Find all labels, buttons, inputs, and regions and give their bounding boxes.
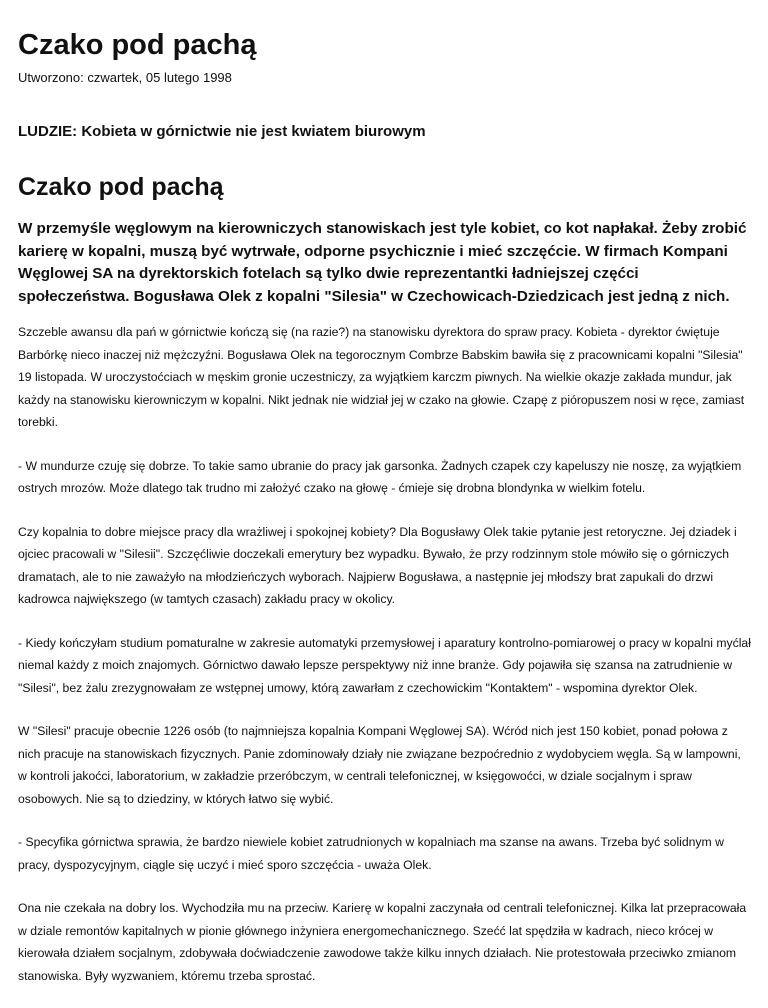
article-body <box>18 321 752 1008</box>
article-paragraph: - Kiedy kończyłam studium pomaturalne w zakresie automatyki przemysłowej i aparatury kontrolno-pomiarowej o pracy w kopalni myćlał niemal każdy z moich znajomych. Górnictwo dawało lepsze perspektywy niż inne branże. Gdy pojawiła się szansa na zatrudnienie w "Silesi", bez żalu zrezygnowałam ze wstępnej umowy, którą zawarłam z czechowickim "Kontaktem" - wspomina dyrektor Olek. <box>18 635 751 695</box>
article-paragraph: - W mundurze czuję się dobrze. To takie samo ubranie do pracy jak garsonka. Żadnych czapek czy kapeluszy nie noszę, za wyjątkiem ostrych mrozów. Może dlatego tak trudno mi założyć czako na głowę - ćmieje się drobna blondynka w wielkim fotelu. <box>18 458 742 495</box>
created-date: Utworzono: czwartek, 05 lutego 1998 <box>18 70 232 85</box>
article-lead: W przemyśle węglowym na kierowniczych stanowiskach jest tyle kobiet, co kot napłakał. Żeby zrobić karierę w kopalni, muszą być wytrwałe, odporne psychicznie i mieć szczęćcie. W firmach Kompani Węglowej SA na dyrektorskich fotelach są tylko dwie reprezentantki ładniejszej częćci społeczeństwa. Bogusława Olek z kopalni "Silesia" w Czechowicach-Dziedzicach jest jedną z nich. <box>18 220 747 305</box>
article-title: Czako pod pachą <box>18 173 224 201</box>
article-kicker: LUDZIE: Kobieta w górnictwie nie jest kwiatem biurowym <box>18 123 426 140</box>
article-paragraph: W "Silesi" pracuje obecnie 1226 osób (to najmniejsza kopalnia Kompani Węglowej SA). Wćród nich jest 150 kobiet, ponad połowa z nich pracuje na stanowiskach fizycznych. Panie zdominowały działy nie związane bezpoćrednio z wydobyciem węgla. Są w lampowni, w kontroli jakoćci, laboratorium, w zakładzie przeróbczym, w centrali telefonicznej, w księgowoćci, w dziale socjalnym i spraw osobowych. Nie są to dziedziny, w których łatwo się wybić. <box>18 724 741 806</box>
page-title: Czako pod pachą <box>18 29 257 61</box>
article-paragraph: Szczeble awansu dla pań w górnictwie kończą się (na razie?) na stanowisku dyrektora do spraw pracy. Kobieta - dyrektor ćwiętuje Barbórkę nieco inaczej niż mężczyźni. Bogusława Olek na tegorocznym Combrze Babskim bawiła się z pracownicami kopalni "Silesia" 19 listopada. W uroczystoćciach w męskim gronie uczestniczy, za wyjątkiem karczm piwnych. Na wielkie okazje zakłada mundur, jak każdy na stanowisku kierowniczym w kopalni. Nikt jednak nie widział jej w czako na głowie. Czapę z pióropuszem nosi w ręce, zamiast torebki. <box>18 325 745 429</box>
article-paragraph: Czy kopalnia to dobre miejsce pracy dla wrażliwej i spokojnej kobiety? Dla Bogusławy Olek takie pytanie jest retoryczne. Jej dziadek i ojciec pracowali w "Silesii". Szczęćliwie doczekali emerytury bez wypadku. Bywało, że przy rodzinnym stole mówiło się o górniczych dramatach, ale to nie zaważyło na młodzieńczych wyborach. Najpierw Bogusława, a następnie jej młodszy brat zapukali do drzwi kadrowca największego (w tamtych czasach) zakładu pracy w okolicy. <box>18 524 737 606</box>
article-paragraph: - Specyfika górnictwa sprawia, że bardzo niewiele kobiet zatrudnionych w kopalniach ma szanse na awans. Trzeba być solidnym w pracy, dyspozycyjnym, ciągle się uczyć i mieć sporo szczęćcia - uważa Olek. <box>18 835 724 872</box>
article-paragraph: Ona nie czekała na dobry los. Wychodziła mu na przeciw. Karierę w kopalni zaczynała od centrali telefonicznej. Kilka lat przepracowała w dziale remontów kapitalnych w pionie głównego inżyniera energomechanicznego. Szećć lat spędziła w kadrach, nieco krócej w kierowała działem socjalnym, zdobywała doćwiadczenie zawodowe także kilku innych działach. Nie protestowała przeciwko zmianom stanowiska. Były wyzwaniem, któremu trzeba sprostać. <box>18 901 747 983</box>
